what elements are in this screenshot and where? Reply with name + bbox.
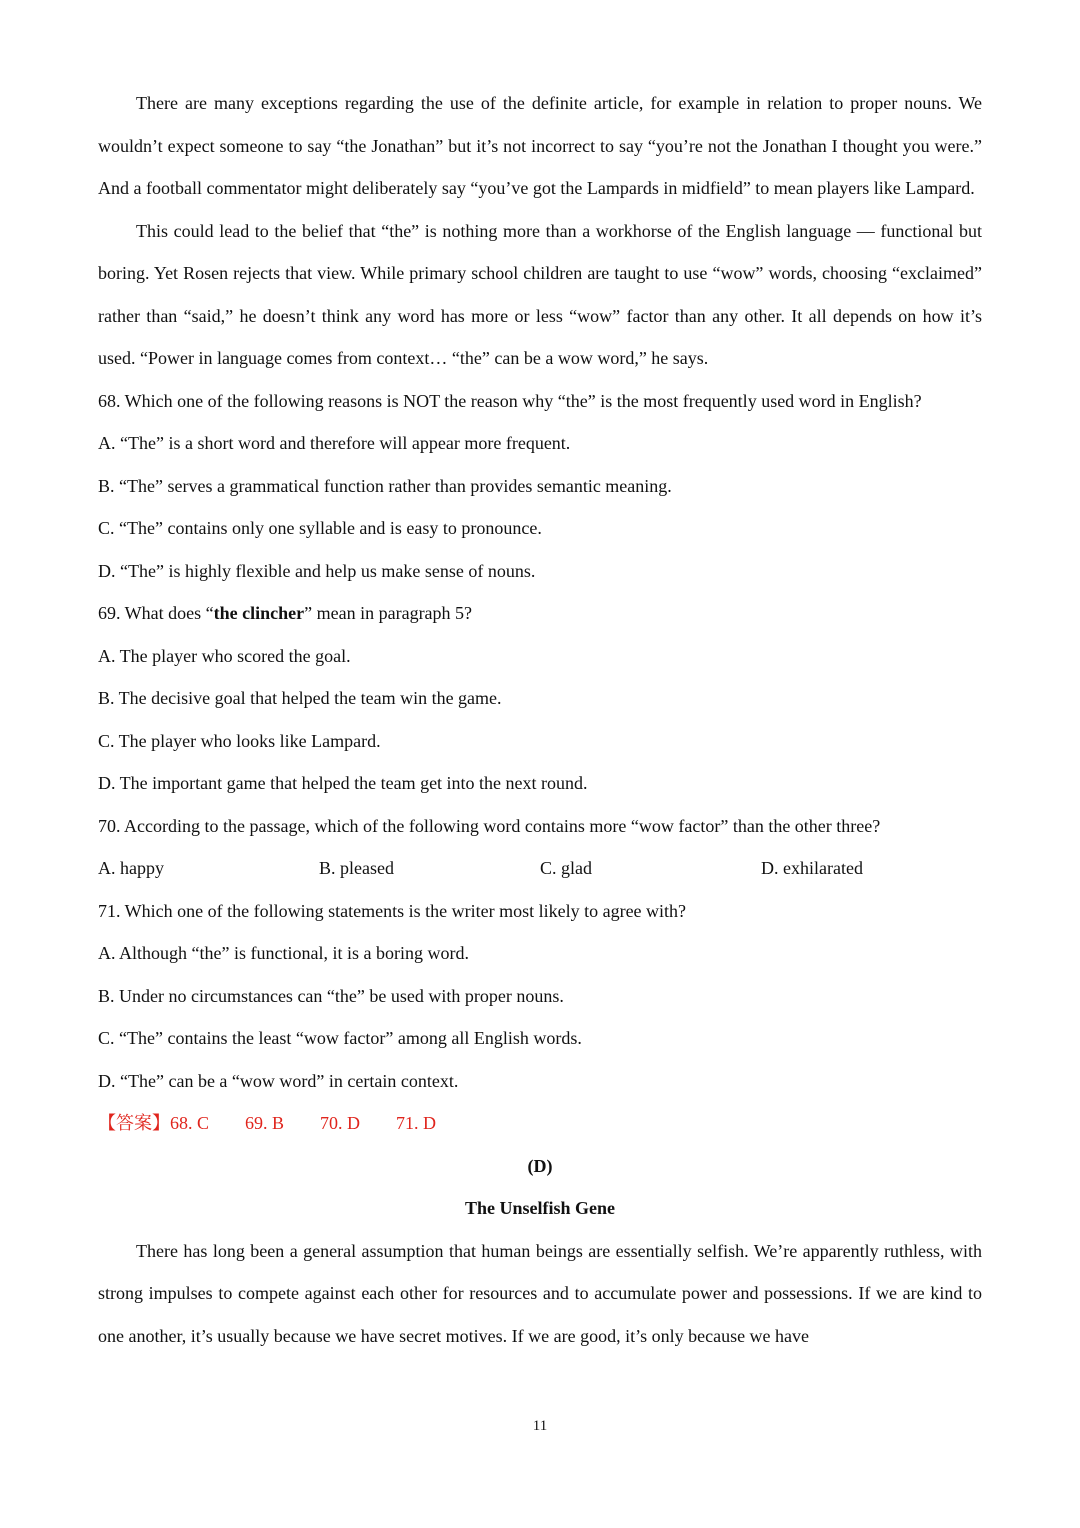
document-page	[98, 82, 982, 1357]
option-69-c: C. The player who looks like Lampard.	[98, 730, 381, 751]
option-69-b: B. The decisive goal that helped the team win the game.	[98, 688, 502, 708]
question-68: 68. Which one of the following reasons is NOT the reason why “the” is the most frequently used word in English?	[98, 390, 922, 411]
section-title: The Unselfish Gene	[464, 1198, 615, 1218]
option-71-c: C. “The” contains the least “wow factor” among all English words.	[98, 1028, 582, 1048]
option-68-b: B. “The” serves a grammatical function rather than provides semantic meaning.	[98, 475, 672, 496]
question-70: 70. According to the passage, which of the following word contains more “wow factor” than the other three?	[98, 815, 881, 836]
question-71: 71. Which one of the following statements is the writer most likely to agree with?	[98, 900, 687, 921]
option-71-d: D. “The” can be a “wow word” in certain context.	[98, 1070, 459, 1091]
option-70-c: C. glad	[540, 858, 592, 878]
option-69-a: A. The player who scored the goal.	[98, 645, 351, 666]
options-70	[98, 847, 982, 890]
page-number: 11	[532, 1418, 548, 1434]
option-68-c: C. “The” contains only one syllable and is easy to pronounce.	[98, 518, 542, 538]
option-68-a: A. “The” is a short word and therefore will appear more frequent.	[98, 433, 571, 453]
option-69-d: D. The important game that helped the team get into the next round.	[98, 773, 588, 793]
option-70-b: B. pleased	[319, 858, 394, 878]
option-71-a: A. Although “the” is functional, it is a boring word.	[98, 943, 469, 963]
paragraph: This could lead to the belief that “the” is nothing more than a workhorse of the English language — functional but boring. Yet Rosen rejects that view. While primary school children are taught to use “wow” words, choosing “exclaimed” rather than “said,” he doesn’t think any word has more or less “wow” factor than any other. It all depends on how it’s used. “Power in language comes from context… “the” can be a wow word,” he says.	[98, 220, 982, 368]
question-69	[98, 592, 982, 635]
paragraph: There are many exceptions regarding the use of the definite article, for example in relation to proper nouns. We wouldn’t expect someone to say “the Jonathan” but it’s not incorrect to say “you’re not the Jonathan I thought you were.” And a football commentator might deliberately say “you’ve got the Lampards in midfield” to mean players like Lampard.	[98, 93, 982, 198]
question-69-term: the clincher	[213, 603, 305, 623]
question-69-suffix: ” mean in paragraph 5?	[304, 603, 473, 623]
section-label: (D)	[527, 1155, 553, 1176]
answer-key: 【答案】68. C 69. B 70. D 71. D	[98, 1113, 437, 1133]
option-71-b: B. Under no circumstances can “the” be used with proper nouns.	[98, 985, 564, 1006]
paragraph: There has long been a general assumption that human beings are essentially selfish. We’re apparently ruthless, with strong impulses to compete against each other for resources and to accumulate power and possessions. If we are kind to one another, it’s usually because we have secret motives. If we are good, it’s only because we have	[98, 1240, 982, 1346]
question-69-prefix: 69. What does “	[98, 603, 214, 623]
option-70-a: A. happy	[98, 858, 164, 878]
option-70-d: D. exhilarated	[761, 858, 863, 878]
option-68-d: D. “The” is highly flexible and help us make sense of nouns.	[98, 560, 536, 581]
